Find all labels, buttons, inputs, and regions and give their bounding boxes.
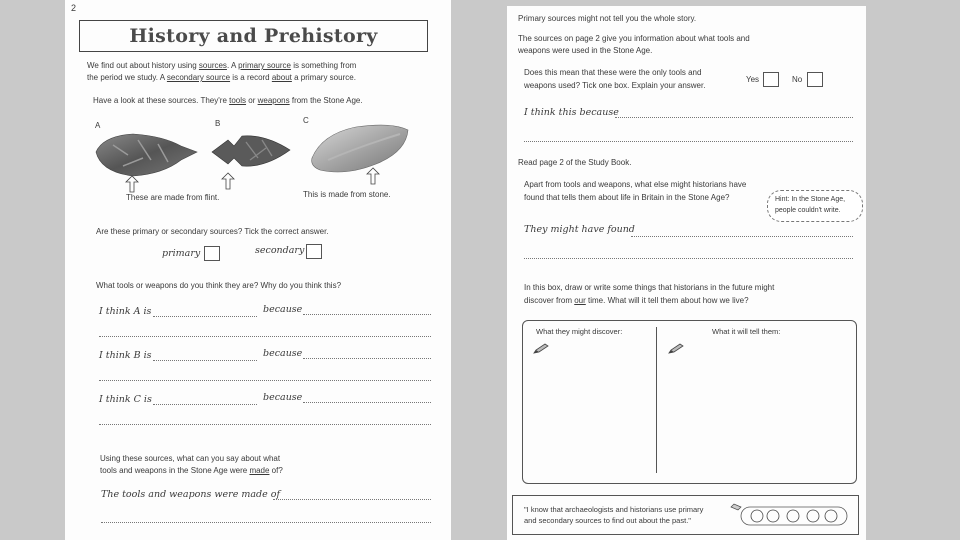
intro-line-2: the period we study. A secondary source is a record about a primary source. [87,73,356,82]
column-tell-heading: What it will tell them: [712,327,781,336]
caption-flint: These are made from flint. [126,193,220,202]
hint-bubble [767,190,863,222]
question-else-line-1: Apart from tools and weapons, what else might historians have [524,180,747,189]
pencil-icon [668,343,684,355]
sources-text-line-2: weapons were used in the Stone Age. [518,46,653,55]
hint-line-2: people couldn't write. [775,207,841,214]
footer-line-1: "I know that archaeologists and historians use primary [524,505,704,514]
question-else-line-2: found that tells them about life in Britain in the Stone Age? [524,193,730,202]
page-number: 2 [71,3,77,13]
might-found-line-2[interactable] [524,258,853,259]
answer-b-line-2[interactable] [99,380,431,381]
made-of-label: The tools and weapons were made of [101,489,280,500]
column-discover-heading: What they might discover: [536,327,623,336]
answer-a-line[interactable] [153,316,257,317]
think-because-line-2[interactable] [524,141,853,142]
footer-line-2: and secondary sources to find out about the past." [524,516,691,525]
option-secondary-label: secondary [255,245,305,256]
barbed-arrowhead-b-image [210,130,292,174]
because-c-line[interactable] [303,402,431,403]
question-only-tools-line-2: weapons used? Tick one box. Explain your answer. [524,81,706,90]
learning-objective-box [512,495,859,535]
source-label-c: C [303,116,309,125]
no-label: No [792,75,803,84]
read-study-book: Read page 2 of the Study Book. [518,158,632,167]
caption-stone: This is made from stone. [303,190,391,199]
think-b-label: I think B is [99,350,152,361]
question-made-of-line-1: Using these sources, what can you say about what [100,454,281,463]
secondary-checkbox[interactable] [306,244,322,259]
yes-checkbox[interactable] [763,72,779,87]
question-only-tools-line-1: Does this mean that these were the only tools and [524,68,702,77]
might-found-line[interactable] [631,236,853,237]
might-found-label: They might have found [524,224,635,235]
discover-box[interactable] [522,320,857,484]
answer-b-line[interactable] [153,360,257,361]
yes-label: Yes [746,75,760,84]
think-because-label: I think this because [524,107,619,118]
think-a-label: I think A is [99,306,152,317]
draw-instruction-line-2: discover from our time. What will it tell them about how we live? [524,296,749,305]
question-primary-secondary: Are these primary or secondary sources? Tick the correct answer. [96,227,329,236]
because-a-line[interactable] [303,314,431,315]
source-label-a: A [95,121,101,130]
answer-c-line-2[interactable] [99,424,431,425]
made-of-line-2[interactable] [101,522,431,523]
sources-text-line-1: The sources on page 2 give you information about what tools and [518,34,750,43]
self-assessment-faces-icon [729,501,851,529]
source-label-b: B [215,119,221,128]
answer-c-line[interactable] [153,404,257,405]
because-a-label: because [263,304,303,315]
primary-story-text: Primary sources might not tell you the whole story. [518,14,697,23]
hint-line-1: Hint: In the Stone Age, [775,196,846,203]
think-because-line[interactable] [615,117,853,118]
think-c-label: I think C is [99,394,152,405]
no-checkbox[interactable] [807,72,823,87]
arrow-icon-b [221,172,235,190]
flint-arrowhead-a-image [93,130,203,180]
pencil-icon [533,343,549,355]
stone-axe-c-image [308,122,412,176]
look-instruction: Have a look at these sources. They're tools or weapons from the Stone Age. [93,96,363,105]
answer-a-line-2[interactable] [99,336,431,337]
left-worksheet-page [65,0,451,540]
column-divider [656,327,657,473]
title-box [79,20,428,52]
because-b-line[interactable] [303,358,431,359]
primary-checkbox[interactable] [204,246,220,261]
intro-line-1: We find out about history using sources. A primary source is something from [87,61,357,70]
because-c-label: because [263,392,303,403]
question-tools-weapons: What tools or weapons do you think they are? Why do you think this? [96,281,342,290]
arrow-icon-c [366,167,380,185]
made-of-line[interactable] [273,499,431,500]
question-made-of-line-2: tools and weapons in the Stone Age were made of? [100,466,283,475]
page-title: History and Prehistory [129,25,378,47]
right-worksheet-page [507,6,866,540]
option-primary-label: primary [162,248,201,259]
draw-instruction-line-1: In this box, draw or write some things that historians in the future might [524,283,775,292]
arrow-icon-a [125,175,139,193]
because-b-label: because [263,348,303,359]
